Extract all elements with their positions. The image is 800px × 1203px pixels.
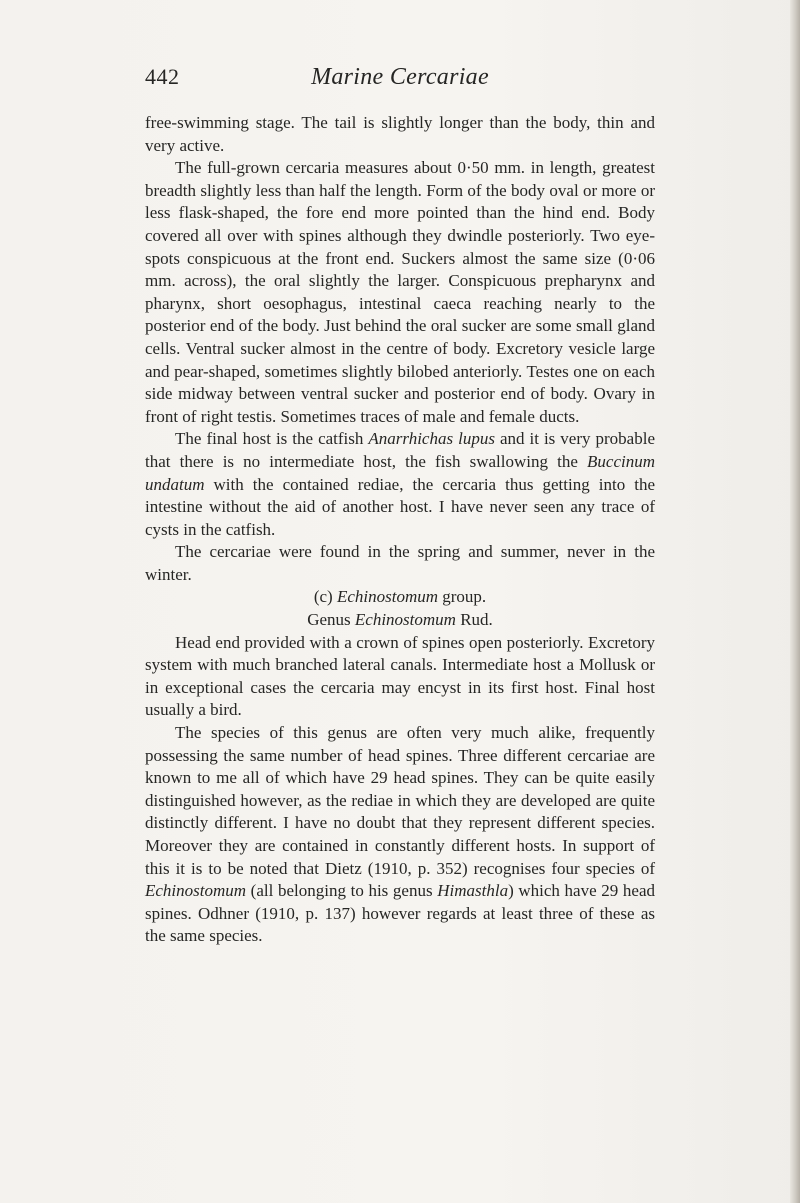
text-run: (all belonging to his genus <box>246 881 438 901</box>
paragraph-season: The cercariae were found in the spring and summer, never in the winter. <box>145 542 655 584</box>
genus-suffix: Rud. <box>455 610 493 630</box>
text-run: and it is very probable that there is no intermediate host, the fish swallowing the <box>145 429 655 471</box>
text-run: The species of this genus are often very much alike, frequently possessing the same number of head spines. Three different cercariae are known to me all of which have 29 head spines. They can be quite easily distinguished however, as the rediae in which they are developed are quite distinctly different. I have no doubt that they represent different species. Moreover they are contained in constantly different hosts. In support of this it is to be noted that Dietz (1910, p. 352) recognises four species of <box>145 723 655 878</box>
genus-name: Himasthla <box>437 881 509 901</box>
text-run: The final host is the catfish <box>175 429 369 449</box>
page-header <box>0 64 800 98</box>
genus-prefix: Genus <box>307 610 355 630</box>
text-run: ) which have 29 head spines. Odhner (1910, p. 137) however regards at least three of these as the same species. <box>145 881 656 946</box>
genus-name: Echinostomum <box>354 610 456 630</box>
page-edge-shadow <box>790 0 800 1203</box>
paragraph-species-discussion <box>145 722 655 948</box>
text-run: with the contained rediae, the cercaria thus getting into the intestine without the aid of another host. I have never seen any trace of cysts in the catfish. <box>145 474 655 539</box>
page-number: 442 <box>145 64 180 89</box>
section-label: (c) <box>313 587 337 607</box>
paragraph-continuation: free-swimming stage. The tail is slightly longer than the body, thin and very active. <box>145 113 655 155</box>
running-head: Marine Cercariae <box>311 64 489 90</box>
genus-name: Echinostomum <box>145 881 247 901</box>
paragraph-genus-description: Head end provided with a crown of spines open posteriorly. Excretory system with much branched lateral canals. Intermediate host a Mollusk or in exceptional cases the cercaria may encyst in its first host. Final host usually a bird. <box>145 632 655 720</box>
section-genus-name: Echinostomum <box>336 587 438 607</box>
body-text <box>145 112 655 948</box>
paragraph-final-host <box>145 428 655 541</box>
section-suffix: group. <box>438 587 487 607</box>
species-name: Buccinum undatum <box>145 451 655 494</box>
section-heading <box>145 586 655 609</box>
paragraph-cercaria-description: The full-grown cercaria measures about 0·50 mm. in length, greatest breadth slightly less than half the length. Form of the body oval or more or less flask-shaped, the fore end more pointed than the hind end. Body covered all over with spines although they dwindle posteriorly. Two eye-spots conspicuous at the front end. Suckers almost the same size (0·06 mm. across), the oral slightly the larger. Conspicuous prepharynx and pharynx, short oesophagus, intestinal caeca reaching nearly to the posterior end of the body. Just behind the oral sucker are some small gland cells. Ventral sucker almost in the centre of body. Excretory vesicle large and pear-shaped, sometimes slightly bilobed anteriorly. Testes one on each side midway between ventral sucker and posterior end of body. Ovary in front of right testis. Sometimes traces of male and female ducts. <box>145 158 655 426</box>
species-name: Anarrhichas lupus <box>368 429 495 449</box>
genus-heading <box>145 609 655 632</box>
